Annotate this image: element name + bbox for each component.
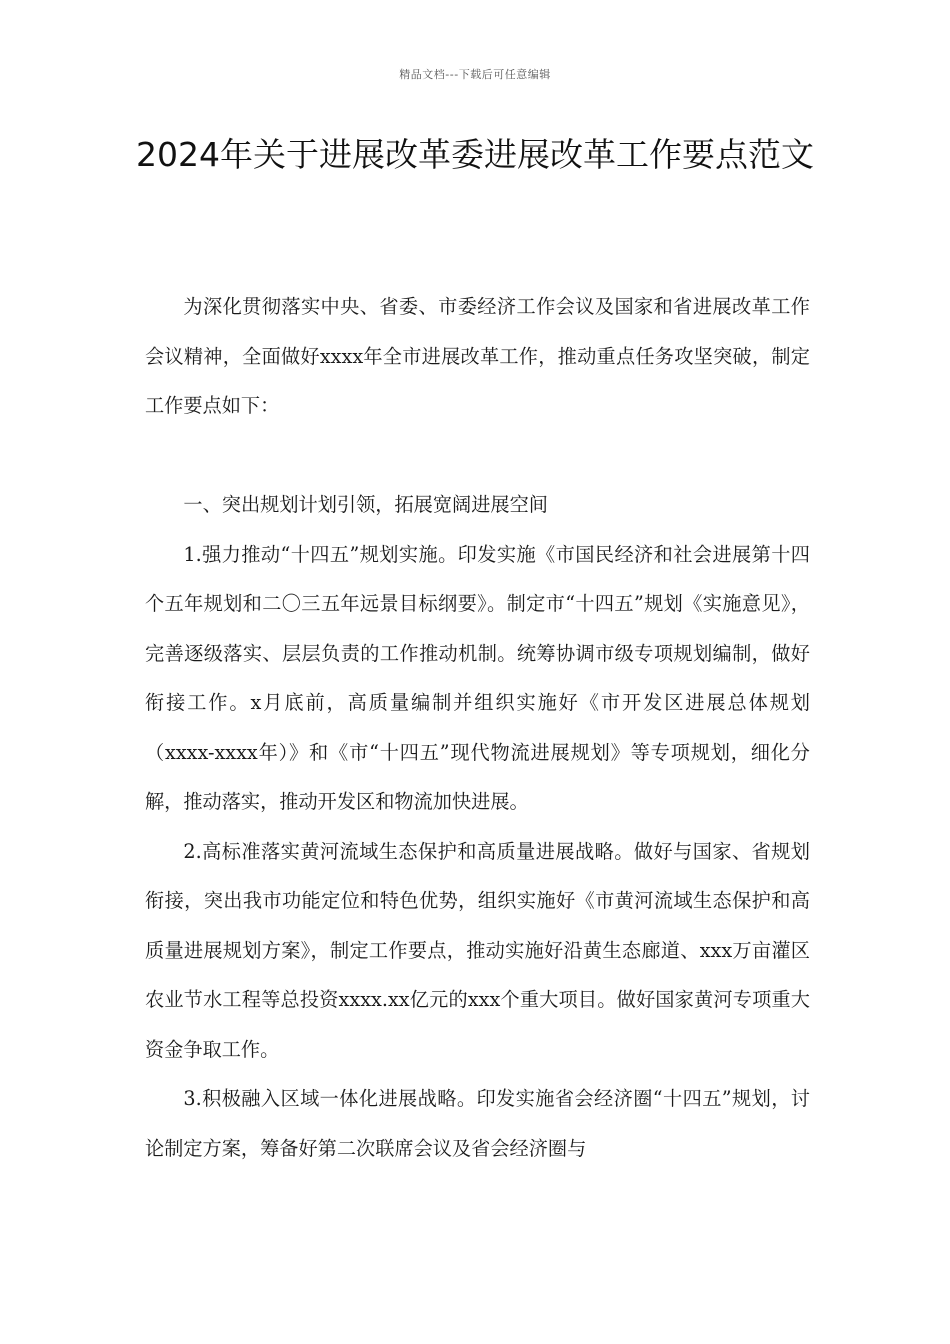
- header-note: 精品文档---下载后可任意编辑: [399, 68, 551, 81]
- document-title: 2024年关于进展改革委进展改革工作要点范文: [136, 135, 814, 174]
- body-paragraph: 3.积极融入区域一体化进展战略。印发实施省会经济圈“十四五”规划，讨论制定方案，筹备好第二次联席会议及省会经济圈与: [145, 1087, 810, 1160]
- document-body: [145, 282, 810, 1173]
- body-paragraph: 1.强力推动“十四五”规划实施。印发实施《市国民经济和社会进展第十四个五年规划和二〇三五年远景目标纲要》。制定市“十四五”规划《实施意见》，完善逐级落实、层层负责的工作推动机制。统筹协调市级专项规划编制，做好衔接工作。x月底前，高质量编制并组织实施好《市开发区进展总体规划（xxxx-xxxx年）》和《市“十四五”现代物流进展规划》等专项规划，细化分解，推动落实，推动开发区和物流加快进展。: [145, 542, 810, 813]
- section-heading: 一、突出规划计划引领，拓展宽阔进展空间: [183, 493, 548, 516]
- intro-paragraph: 为深化贯彻落实中央、省委、市委经济工作会议及国家和省进展改革工作会议精神，全面做好xxxx年全市进展改革工作，推动重点任务攻坚突破，制定工作要点如下：: [145, 295, 810, 417]
- body-paragraph: 2.高标准落实黄河流域生态保护和高质量进展战略。做好与国家、省规划衔接，突出我市功能定位和特色优势，组织实施好《市黄河流域生态保护和高质量进展规划方案》，制定工作要点，推动实施好沿黄生态廊道、xxx万亩灌区农业节水工程等总投资xxxx.xx亿元的xxx个重大项目。做好国家黄河专项重大资金争取工作。: [145, 839, 810, 1061]
